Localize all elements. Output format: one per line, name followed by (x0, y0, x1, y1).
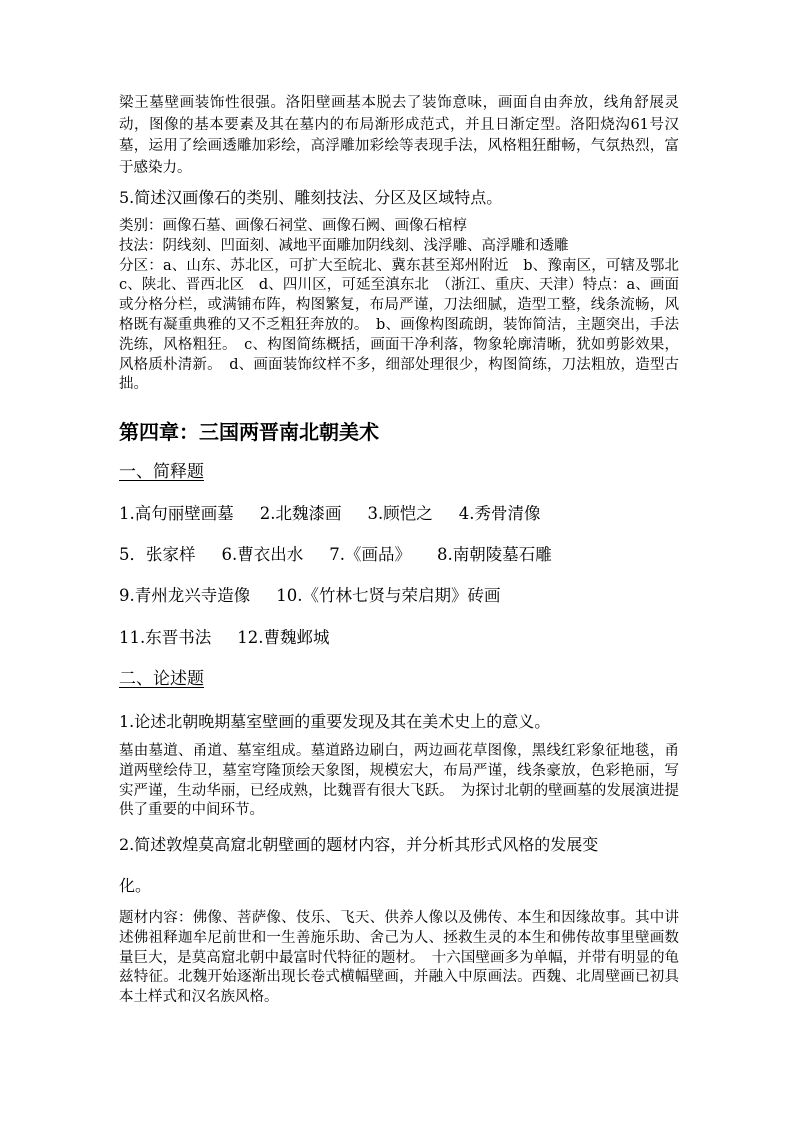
term-item: 3.顾恺之 (367, 504, 433, 523)
question-5-title: 5.简述汉画像石的类别、雕刻技法、分区及区域特点。 (119, 188, 503, 207)
intro-paragraph: 梁王墓壁画装饰性很强。洛阳壁画基本脱去了装饰意味，画面自由奔放，线角舒展灵动，图像的基本要素及其在墓内的布局渐形成范式，并且日渐定型。洛阳烧沟61号汉墓，运用了绘画透雕加彩绘，高浮雕加彩绘等表现手法，风格粗狂酣畅，气氛热烈，富于感染力。 (119, 95, 679, 176)
term-item: 6.曹衣出水 (221, 545, 304, 564)
term-item: 8.南朝陵墓石雕 (437, 545, 552, 564)
term-row-4 (119, 627, 679, 649)
term-item: 5．张家样 (119, 545, 196, 564)
term-item: 4.秀骨清像 (458, 504, 541, 523)
chapter-title: 第四章：三国两晋南北朝美术 (119, 420, 379, 444)
term-item: 1.高句丽壁画墓 (119, 504, 234, 523)
term-row-3 (119, 585, 679, 607)
term-item: 7.《画品》 (329, 545, 411, 564)
term-item: 2.北魏漆画 (259, 504, 342, 523)
section-2-heading: 二、论述题 (119, 669, 204, 689)
term-row-2 (119, 544, 679, 566)
term-item: 12.曹魏邺城 (237, 628, 330, 647)
essay-question-1-answer: 墓由墓道、甬道、墓室组成。墓道路边刷白，两边画花草图像，黑线红彩象征地毯，甬道两壁绘侍卫，墓室穹隆顶绘天象图，规模宏大，布局严谨，线条豪放，色彩艳丽，写实严谨，生动华丽，已经成熟，比魏晋有很大飞跃。 为探讨北朝的壁画墓的发展演进提供了重要的中间环节。 (119, 743, 679, 819)
essay-question-2-answer: 题材内容：佛像、菩萨像、伎乐、飞天、供养人像以及佛传、本生和因缘故事。其中讲述佛祖释迦牟尼前世和一生善施乐助、舍己为人、拯救生灵的本生和佛传故事里壁画数量巨大，是莫高窟北朝中最富时代特征的题材。 十六国壁画多为单幅，并带有明显的龟兹特征。北魏开始逐渐出现长卷式横幅壁画，并融入中原画法。西魏、北周壁画已初具本土样式和汉名族风格。 (119, 910, 679, 1006)
term-row-1 (119, 503, 679, 525)
question-5-answer: 类别：画像石墓、画像石祠堂、画像石阙、画像石棺椁 技法：阴线刻、凹面刻、减地平面雕加阴线刻、浅浮雕、高浮雕和透雕 分区：a、山东、苏北区，可扩大至皖北、冀东甚至郑州附近 b、豫南区，可辖及鄂北 c、陕北、晋西北区 d、四川区，可延至滇东北 （浙江、重庆、天津）特点：a、画面或分格分栏，或满铺布阵，构图繁复，布局严谨，刀法细腻，造型工整，线条流畅，风格既有凝重典雅的又不乏粗狂奔放的。 b、画像构图疏朗，装饰简洁，主题突出，手法洗练，风格粗狂。 c、构图简练概括，画面干净利落，物象轮廓清晰，犹如剪影效果，风格质朴清新。 d、画面装饰纹样不多，细部处理很少，构图简练，刀法粗放，造型古拙。 (119, 218, 679, 393)
term-item: 9.青州龙兴寺造像 (119, 586, 251, 605)
term-item: 11.东晋书法 (119, 628, 212, 647)
essay-question-2-title-continued: 化。 (119, 876, 152, 895)
essay-question-2-title: 2.简述敦煌莫高窟北朝壁画的题材内容，并分析其形式风格的发展变 (119, 835, 599, 854)
section-1-heading: 一、简释题 (119, 462, 204, 482)
term-item: 10.《竹林七贤与荣启期》砖画 (276, 586, 501, 605)
essay-question-1-title: 1.论述北朝晚期墓室壁画的重要发现及其在美术史上的意义。 (119, 712, 551, 731)
